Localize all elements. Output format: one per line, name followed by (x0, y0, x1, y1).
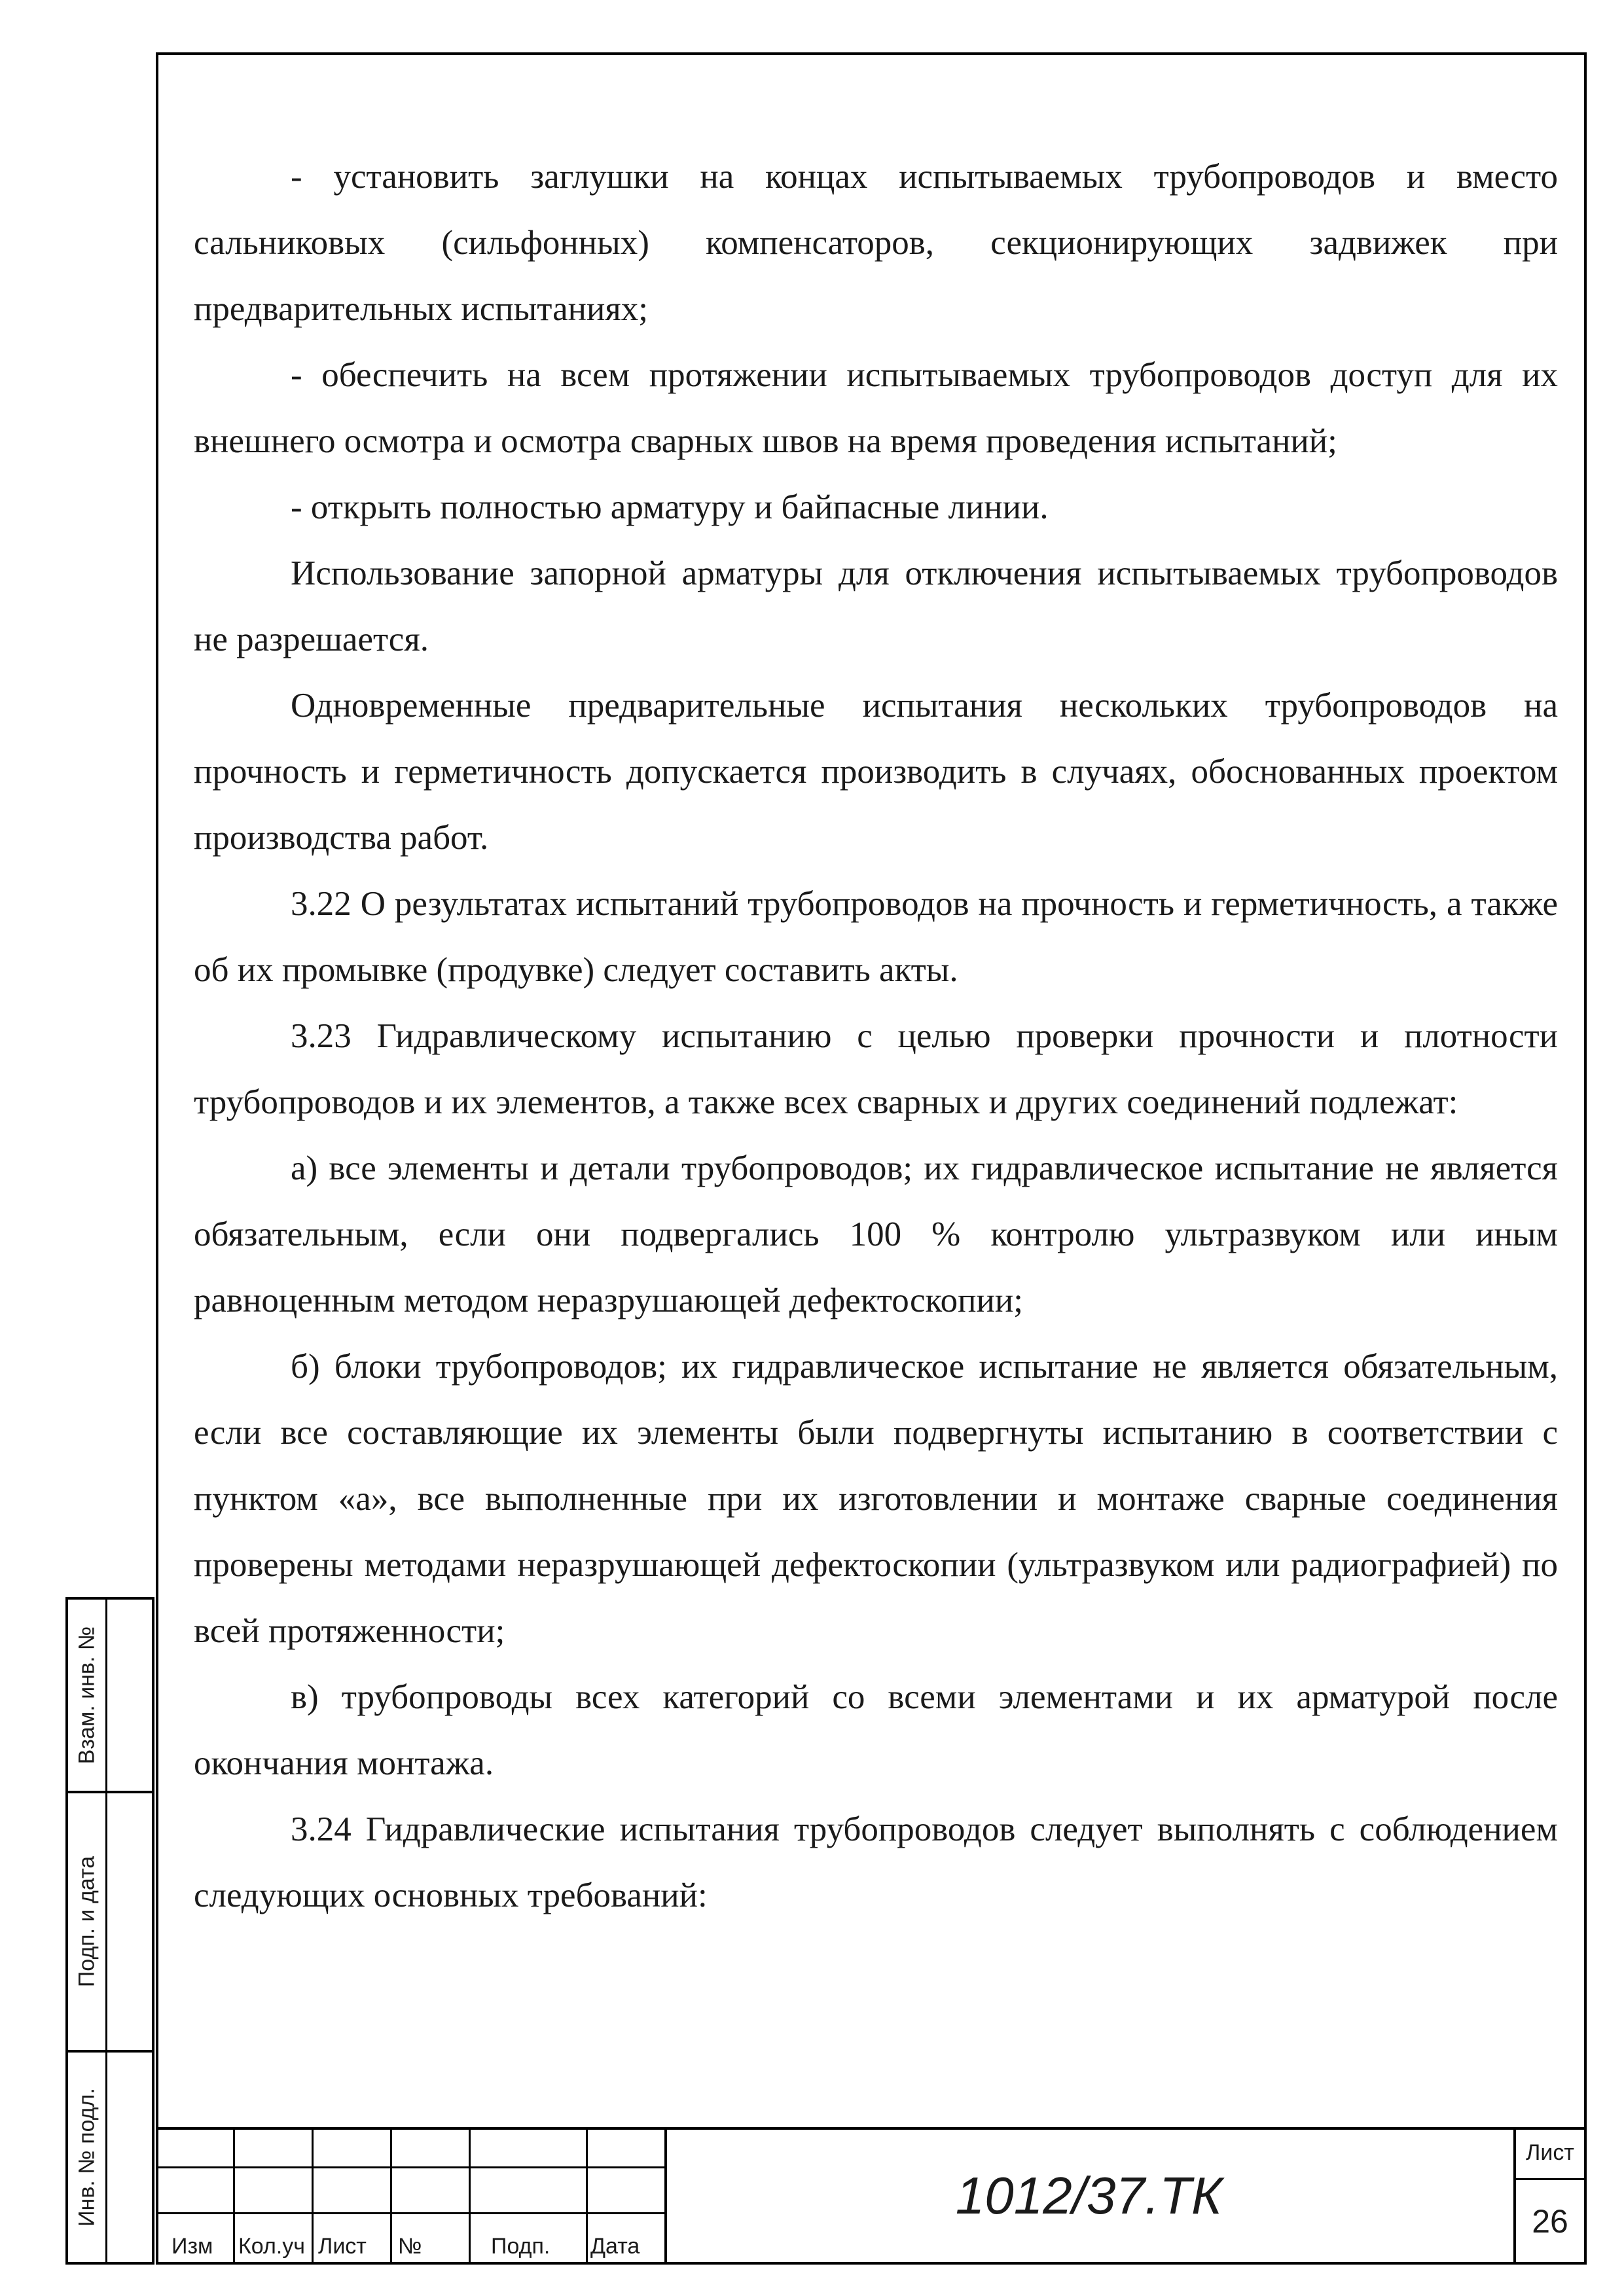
side-label-vzam: Взам. инв. № (74, 1626, 99, 1765)
paragraph: 3.23 Гидравлическому испытанию с целью проверки прочности и плотности трубопроводов и их элементов, а также всех сварных и других соединений подлежат: (194, 1017, 1558, 1121)
side-label-podp: Подп. и дата (74, 1856, 99, 1988)
side-stamp-inv (65, 2050, 154, 2265)
paragraph: 3.22 О результатах испытаний трубопроводов на прочность и герметичность, а также об их промывке (продувке) следует составить акты. (194, 885, 1558, 989)
paragraph: - обеспечить на всем протяжении испытываемых трубопроводов доступ для их внешнего осмотра и осмотра сварных швов на время проведения испытаний; (194, 356, 1558, 460)
side-stamp-podp (65, 1791, 154, 2053)
paragraph: в) трубопроводы всех категорий со всеми элементами и их арматурой после окончания монтажа. (194, 1678, 1558, 1782)
document-code: 1012/37.ТК (955, 2166, 1223, 2225)
sheet-label: Лист (1526, 2140, 1574, 2165)
col-izm: Изм (171, 2234, 213, 2259)
paragraph: 3.24 Гидравлические испытания трубопроводов следует выполнять с соблюдением следующих основных требований: (194, 1810, 1558, 1914)
col-number: № (398, 2234, 422, 2259)
paragraph: - открыть полностью арматуру и байпасные линии. (291, 488, 1049, 526)
paragraph: б) блоки трубопроводов; их гидравлическое испытание не является обязательным, если все составляющие их элементы были подвергнуты испытанию в соответствии с пунктом «а», все выполненные при их изготовлении и монтаже сварные соединения проверены методами неразрушающей дефектоскопии (ультразвуком или радиографией) по всей протяженности; (194, 1348, 1558, 1650)
paragraph: Использование запорной арматуры для отключения испытываемых трубопроводов не разрешается. (194, 554, 1558, 658)
paragraph: - установить заглушки на концах испытываемых трубопроводов и вместо сальниковых (сильфонных) компенсаторов, секционирующих задвижек при предварительных испытаниях; (194, 158, 1558, 328)
col-list: Лист (318, 2234, 367, 2259)
paragraph: а) все элементы и детали трубопроводов; их гидравлическое испытание не является обязательным, если они подвергались 100 % контролю ультразвуком или иным равноценным методом неразрушающей дефектоскопии; (194, 1149, 1558, 1319)
document-body (194, 144, 1558, 1929)
paragraph: Одновременные предварительные испытания нескольких трубопроводов на прочность и герметичность допускается производить в случаях, обоснованных проектом производства работ. (194, 687, 1558, 857)
side-stamp-vzam (65, 1597, 154, 1793)
col-podp: Подп. (491, 2234, 550, 2259)
side-label-inv: Инв. № подл. (74, 2088, 99, 2227)
col-data: Дата (590, 2234, 640, 2259)
sheet-number: 26 (1532, 2203, 1568, 2240)
col-kol-uch: Кол.уч (238, 2234, 305, 2259)
